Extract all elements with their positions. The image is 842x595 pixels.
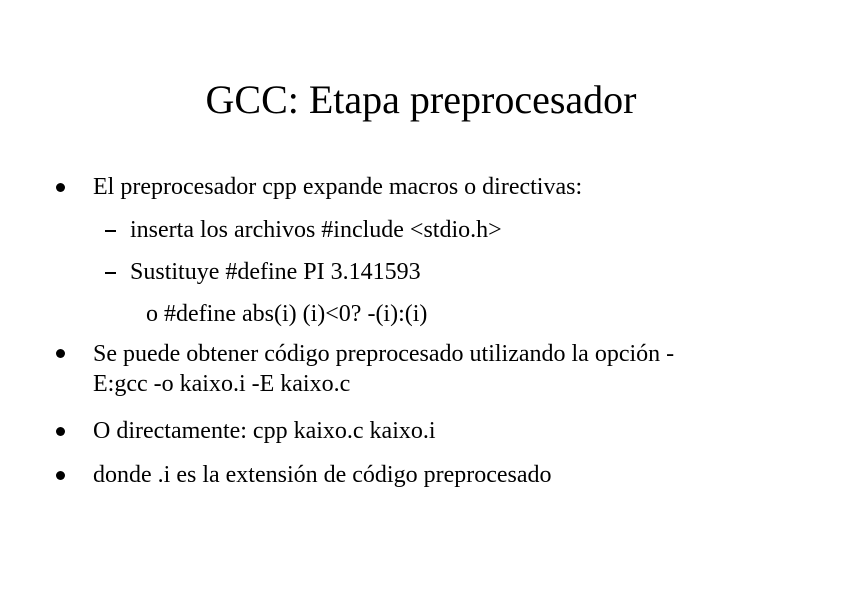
bullet-item-text: O directamente: cpp kaixo.c kaixo.i bbox=[93, 418, 436, 444]
bullet-item-text-continuation: E:gcc -o kaixo.i -E kaixo.c bbox=[93, 371, 351, 397]
sub-item-text: Sustituye #define PI 3.141593 bbox=[130, 259, 421, 285]
bullet-icon bbox=[56, 183, 65, 192]
bullet-item-text: El preprocesador cpp expande macros o directivas: bbox=[93, 174, 583, 200]
sub-item-continuation: o #define abs(i) (i)<0? -(i):(i) bbox=[146, 301, 428, 327]
bullet-item-text: Se puede obtener código preprocesado utilizando la opción - bbox=[93, 341, 675, 367]
slide-title: GCC: Etapa preprocesador bbox=[205, 77, 637, 122]
bullet-icon bbox=[56, 471, 65, 480]
bullet-icon bbox=[56, 427, 65, 436]
bullet-item-text: donde .i es la extensión de código preprocesado bbox=[93, 462, 552, 488]
dash-icon bbox=[105, 272, 116, 274]
sub-item-text: inserta los archivos #include <stdio.h> bbox=[130, 217, 502, 243]
dash-icon bbox=[105, 230, 116, 232]
bullet-icon bbox=[56, 349, 65, 358]
